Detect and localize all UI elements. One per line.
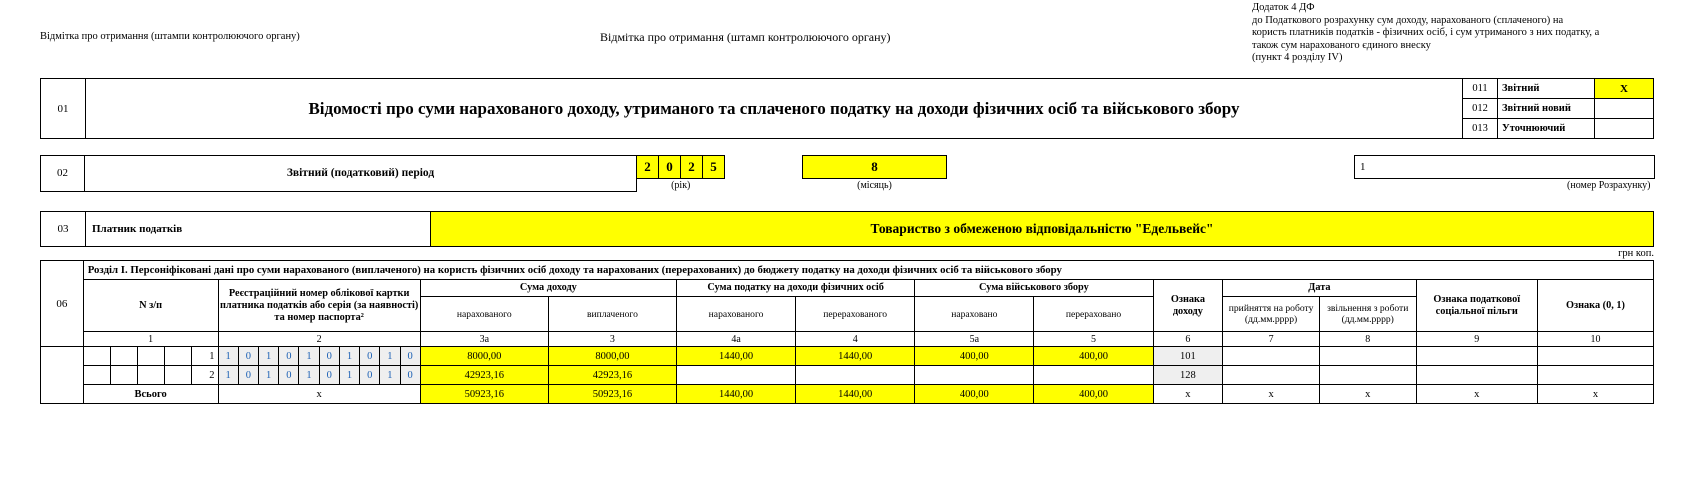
year-caption: (рік) (671, 180, 691, 191)
block-02 (40, 155, 1654, 192)
header-registration-number: Реєстраційний номер облікової картки платника податків або серія (за наявності) та номер паспорта² (218, 280, 420, 332)
header-income-sign: Ознака доходу (1153, 280, 1223, 332)
header-hire-date: прийняття на роботу (дд.мм.рррр) (1223, 297, 1320, 332)
block-06-code-continued (41, 347, 84, 404)
table-row[interactable] (41, 347, 1654, 366)
total-tax-transferred: 1440,00 (796, 385, 915, 404)
table-row[interactable] (41, 366, 1654, 385)
row-2-id-digit-10[interactable]: 0 (400, 366, 420, 385)
total-income-paid: 50923,16 (548, 385, 676, 404)
row-1-number: 1 (191, 347, 218, 366)
colnum-7: 7 (1223, 332, 1320, 347)
row-1-income-paid[interactable]: 8000,00 (548, 347, 676, 366)
row-2-fire-date[interactable] (1319, 366, 1416, 385)
block-03-code: 03 (41, 212, 86, 247)
total-label: Всього (83, 385, 218, 404)
row-1-id-digit-6[interactable]: 0 (319, 347, 339, 366)
row-2-hire-date[interactable] (1223, 366, 1320, 385)
year-digit-1[interactable]: 2 (637, 156, 659, 179)
row-2-id-digit-3[interactable]: 1 (258, 366, 278, 385)
row-2-income-paid[interactable]: 42923,16 (548, 366, 676, 385)
stamp-note-center: Відмітка про отримання (штамп контролюючого органу) (600, 30, 891, 44)
row-1-id-digit-2[interactable]: 0 (238, 347, 258, 366)
month-field[interactable]: 8 (803, 156, 947, 179)
header-flag: Ознака (0, 1) (1537, 280, 1653, 332)
block-03 (40, 211, 1654, 247)
total-fire-date: х (1319, 385, 1416, 404)
appendix-note-line-3: користь платників податків - фізичних осіб, і сум утриманого з них податку, а (1252, 27, 1600, 38)
option-code-013: 013 (1463, 119, 1498, 139)
row-2-id-digit-7[interactable]: 1 (339, 366, 359, 385)
header-military-accrued: нараховано (915, 297, 1034, 332)
row-2-tax-transferred[interactable] (796, 366, 915, 385)
block-01 (40, 78, 1654, 139)
doc-number-field[interactable]: 1 (1355, 156, 1655, 179)
option-checkbox-012[interactable] (1595, 99, 1654, 119)
year-digit-2[interactable]: 0 (659, 156, 681, 179)
row-2-number: 2 (191, 366, 218, 385)
option-label-011: Звітний (1498, 79, 1595, 99)
row-2-id-digit-5[interactable]: 1 (299, 366, 319, 385)
colnum-6: 6 (1153, 332, 1223, 347)
colnum-8: 8 (1319, 332, 1416, 347)
header-income-sum: Сума доходу (420, 280, 676, 297)
row-2-military-accrued[interactable] (915, 366, 1034, 385)
option-code-012: 012 (1463, 99, 1498, 119)
appendix-note-line-2: до Податкового розрахунку сум доходу, нарахованого (сплаченого) на (1252, 14, 1564, 26)
row-1-tax-transferred[interactable]: 1440,00 (796, 347, 915, 366)
month-caption: (місяць) (857, 180, 892, 191)
total-tax-accrued: 1440,00 (677, 385, 796, 404)
reporting-period-label: Звітний (податковий) період (85, 156, 637, 192)
block-02-code: 02 (41, 156, 85, 192)
row-1-id-digit-5[interactable]: 1 (299, 347, 319, 366)
row-2-tax-accrued[interactable] (677, 366, 796, 385)
row-1-hire-date[interactable] (1223, 347, 1320, 366)
total-registration: х (218, 385, 420, 404)
appendix-note (1252, 2, 1672, 65)
stamp-note-left: Відмітка про отримання (штампи контролюючого органу) (40, 31, 300, 42)
row-1-income-accrued[interactable]: 8000,00 (420, 347, 548, 366)
header-tax-accrued: нарахованого (676, 297, 795, 332)
row-2-id-digit-8[interactable]: 0 (360, 366, 380, 385)
total-military-accrued: 400,00 (915, 385, 1034, 404)
row-2-privilege[interactable] (1416, 366, 1537, 385)
total-income-accrued: 50923,16 (420, 385, 548, 404)
row-1-tax-accrued[interactable]: 1440,00 (677, 347, 796, 366)
taxpayer-label: Платник податків (86, 212, 431, 247)
row-1-id-digit-4[interactable]: 0 (279, 347, 299, 366)
row-2-id-digit-4[interactable]: 0 (279, 366, 299, 385)
option-code-011: 011 (1463, 79, 1498, 99)
header-military-sum: Сума військового збору (915, 280, 1153, 297)
doc-number-caption: (номер Розрахунку) (1567, 180, 1651, 191)
row-1-id-digit-10[interactable]: 0 (400, 347, 420, 366)
row-1-military-accrued[interactable]: 400,00 (915, 347, 1034, 366)
year-digit-4[interactable]: 5 (703, 156, 725, 179)
row-1-privilege[interactable] (1416, 347, 1537, 366)
row-1-fire-date[interactable] (1319, 347, 1416, 366)
header-tax-transferred: перерахованого (796, 297, 915, 332)
colnum-4: 4 (796, 332, 915, 347)
colnum-1: 1 (83, 332, 218, 347)
total-privilege: х (1416, 385, 1537, 404)
total-income-sign: х (1153, 385, 1223, 404)
row-1-flag[interactable] (1537, 347, 1653, 366)
header-date: Дата (1223, 280, 1416, 297)
row-1-income-sign[interactable]: 101 (1153, 347, 1223, 366)
total-flag: х (1537, 385, 1653, 404)
block-06-code: 06 (41, 261, 84, 347)
row-1-id-digit-9[interactable]: 1 (380, 347, 400, 366)
option-checkbox-013[interactable] (1595, 119, 1654, 139)
row-1-id-digit-7[interactable]: 1 (339, 347, 359, 366)
row-1-military-transferred[interactable]: 400,00 (1034, 347, 1153, 366)
block-01-code: 01 (41, 79, 86, 139)
header-income-paid: виплаченого (548, 297, 676, 332)
year-digit-3[interactable]: 2 (681, 156, 703, 179)
row-1-id-digit-3[interactable]: 1 (258, 347, 278, 366)
totals-row (41, 385, 1654, 404)
header-military-transferred: перераховано (1034, 297, 1153, 332)
total-military-transferred: 400,00 (1034, 385, 1153, 404)
total-hire-date: х (1223, 385, 1320, 404)
appendix-note-line-1: Додаток 4 ДФ (1252, 2, 1315, 13)
row-2-income-accrued[interactable]: 42923,16 (420, 366, 548, 385)
row-2-id-digit-9[interactable]: 1 (380, 366, 400, 385)
header-row-number: N з/п (83, 280, 218, 332)
header-fire-date: звільнення з роботи (дд.мм.рррр) (1319, 297, 1416, 332)
row-1-id-digit-8[interactable]: 0 (360, 347, 380, 366)
colnum-3a: 3а (420, 332, 548, 347)
colnum-3: 3 (548, 332, 676, 347)
colnum-9: 9 (1416, 332, 1537, 347)
currency-note: грн коп. (1618, 248, 1654, 259)
row-2-id-digit-2[interactable]: 0 (238, 366, 258, 385)
option-label-013: Уточнюючий (1498, 119, 1595, 139)
document-title: Відомості про суми нарахованого доходу, утриманого та сплаченого податку на доходи фізичних осіб та військового збору (86, 79, 1463, 139)
colnum-5: 5 (1034, 332, 1153, 347)
colnum-2: 2 (218, 332, 420, 347)
row-2-id-digit-6[interactable]: 0 (319, 366, 339, 385)
block-06 (40, 260, 1654, 404)
colnum-10: 10 (1537, 332, 1653, 347)
section-title: Розділ I. Персоніфіковані дані про суми нарахованого (виплаченого) на користь фізичних осіб доходу та нарахованих (перерахованих) до бюджету податку на доходи фізичних осіб та військового збору (83, 261, 1653, 280)
colnum-5a: 5а (915, 332, 1034, 347)
header-tax-sum: Сума податку на доходи фізичних осіб (676, 280, 914, 297)
row-2-flag[interactable] (1537, 366, 1653, 385)
row-1-id-digit-1[interactable]: 1 (218, 347, 238, 366)
row-2-income-sign[interactable]: 128 (1153, 366, 1223, 385)
row-2-id-digit-1[interactable]: 1 (218, 366, 238, 385)
appendix-note-line-4: також сум нарахованого єдиного внеску (1252, 39, 1431, 51)
row-2-military-transferred[interactable] (1034, 366, 1153, 385)
header-income-accrued: нарахованого (420, 297, 548, 332)
colnum-4a: 4а (676, 332, 795, 347)
taxpayer-name-field[interactable]: Товариство з обмеженою відповідальністю "Едельвейс" (431, 212, 1654, 247)
appendix-note-line-5: (пункт 4 розділу IV) (1252, 52, 1343, 63)
option-label-012: Звітний новий (1498, 99, 1595, 119)
header-tax-privilege: Ознака податкової соціальної пільги (1416, 280, 1537, 332)
option-checkbox-011[interactable]: X (1595, 79, 1654, 99)
